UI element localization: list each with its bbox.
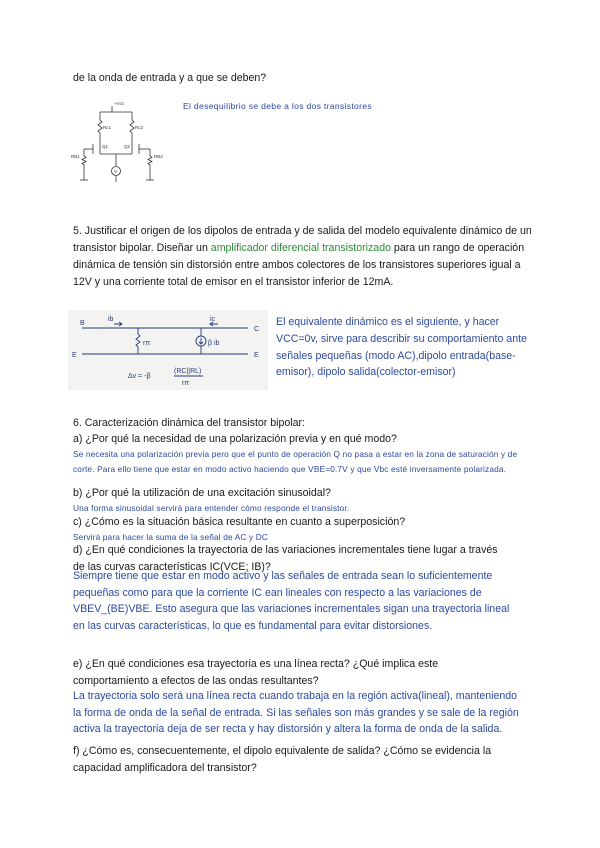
q5-highlight: amplificador diferencial transistorizado — [210, 242, 391, 254]
q6-a-answer: Se necesita una polarización previa pero que el punto de operación Q no pasa a estar en la zona de saturación y de corte. Para ello tiene que estar en modo activo haciendo que VBE=0.7V y que Vbc esté inversamente polarizada. — [73, 449, 518, 474]
q6-e-answer: La trayectoria solo será una línea recta cuando trabaja en la región activa(lineal), manteniendo la forma de onda de la señal de entrada. Si las señales son más grandes y se sale de la región activa la trayectoria deja de ser recta y hay distorsión y altera la forma de onda de la salida. — [73, 690, 519, 735]
vcc-label: +Vcc — [114, 101, 125, 106]
q6-b-answer: Una forma sinusoidal servirá para entender cómo responde el transistor. — [73, 503, 350, 513]
q6-title: 6. Caracterización dinámica del transistor bipolar: — [73, 417, 305, 429]
equation-numerator: (RC||RL) — [174, 368, 202, 375]
source-label: V — [114, 169, 118, 174]
q6-c-answer: Servirá para hacer la suma de la señal de AC y DC — [73, 532, 269, 542]
q6-c-question: c) ¿Cómo es la situación básica resultante en cuanto a superposición? — [73, 516, 406, 528]
differential-amplifier-circuit — [70, 98, 182, 186]
q6-e-question: e) ¿En qué condiciones esa trayectoria es una línea recta? ¿Qué implica este comportamiento a efectos de las ondas resultantes? — [73, 658, 439, 687]
small-signal-model-sketch — [68, 310, 268, 390]
ic-label: ic — [210, 316, 216, 323]
node-b-label: B — [80, 320, 85, 327]
rb2-label: RB2 — [154, 154, 163, 159]
circuit-note: El desequilibrio se debe a los dos transistores — [183, 101, 372, 111]
rb1-label: RB1 — [71, 154, 80, 159]
beta-ib-label: β ib — [208, 340, 220, 347]
q5-text-before: 5. Justificar el origen de los dipolos de entrada y de salida del modelo equivalente dinámico de un transistor bipolar. Diseñar un — [73, 225, 532, 254]
q2-label: Q2 — [124, 144, 131, 149]
q5-answer: El equivalente dinámico es el siguiente, y hacer VCC=0v, sirve para describir su comportamiento ante señales pequeñas (modo AC),dipolo entrada(base-emisor), dipolo salida(colector-emisor) — [276, 316, 527, 379]
equation-left: Δv = -β — [128, 373, 151, 380]
rpi-label: rπ — [143, 340, 151, 347]
ib-label: ib — [108, 316, 114, 323]
q6-d-answer: Siempre tiene que estar en modo activo y las señales de entrada sean lo suficientemente pequeñas como para que la corriente IC ean lineales con respecto a las variaciones de VBEV_(BE)VBE. Esto asegura que las variaciones incrementales sigan una trayectoria lineal en las curvas características, lo que es fundamental para evitar distorsiones. — [73, 570, 510, 632]
equation-denominator: rπ — [182, 380, 190, 387]
q5-text — [73, 223, 535, 291]
node-e-left-label: E — [72, 352, 77, 359]
q1-label: Q1 — [102, 144, 109, 149]
rc2-label: Rc2 — [135, 125, 144, 130]
intro-line: de la onda de entrada y a que se deben? — [73, 72, 267, 84]
rc1-label: Rc1 — [103, 125, 112, 130]
q6-d-question: d) ¿En qué condiciones la trayectoria de las variaciones incrementales tiene lugar a través de las curvas características IC(VCE; IB)? — [73, 544, 498, 573]
q6-b-question: b) ¿Por qué la utilización de una excitación sinusoidal? — [73, 487, 331, 499]
q6-f-question: f) ¿Cómo es, consecuentemente, el dipolo equivalente de salida? ¿Cómo se evidencia la capacidad amplificadora del transistor? — [73, 745, 492, 774]
node-c-label: C — [254, 326, 260, 333]
q5-text-after: para un rango de operación dinámica de tensión sin distorsión entre ambos colectores de los transistores superiores igual a 12V y una corriente total de emisor en el transistor inferior de 12mA. — [73, 242, 525, 288]
node-e-right-label: E — [254, 352, 259, 359]
q6-a-question: a) ¿Por qué la necesidad de una polarización previa y en qué modo? — [73, 433, 397, 445]
